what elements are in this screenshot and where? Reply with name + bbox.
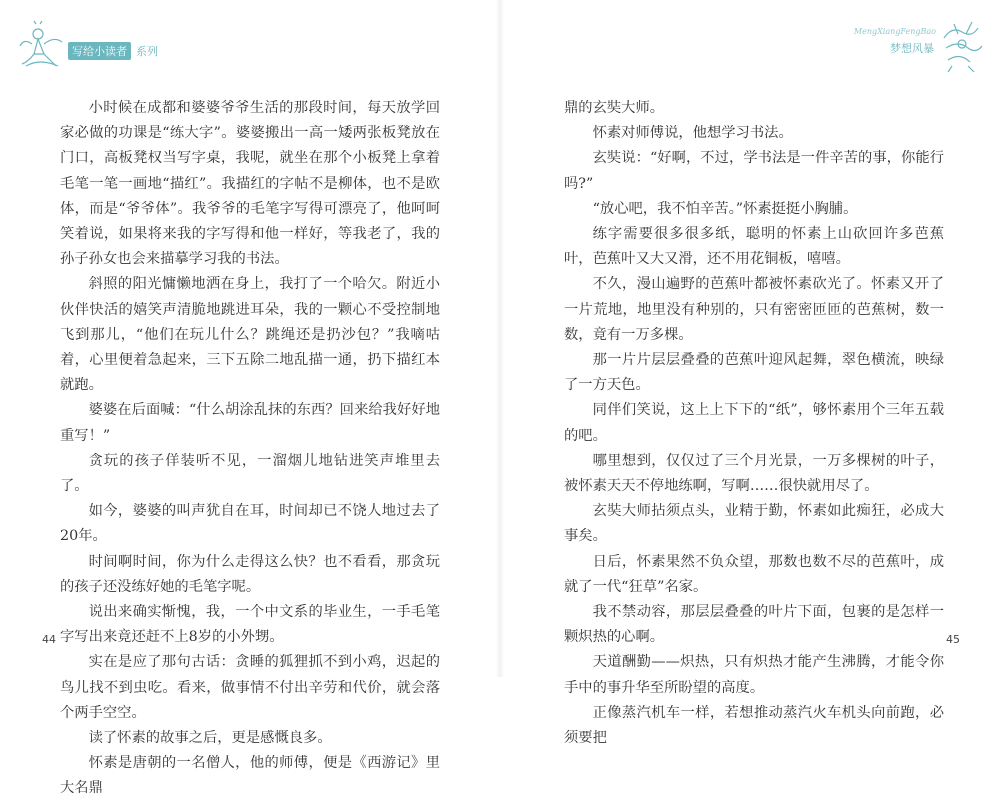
series-suffix: 系列 <box>136 45 158 58</box>
book-title-header <box>834 18 984 74</box>
paragraph: 怀素是唐朝的一名僧人，他的师傅，便是《西游记》里大名鼎 <box>60 755 440 797</box>
page-number-left: 44 <box>42 633 56 646</box>
series-label: 写给小读者 <box>68 42 131 60</box>
book-title-pinyin: MengXiangFengBao <box>853 27 936 36</box>
series-header <box>18 20 158 70</box>
paragraph: 婆婆在后面喊：“什么胡涂乱抹的东西？回来给我好好地重写！” <box>60 402 440 444</box>
dragon-ornament-icon <box>938 18 984 74</box>
paragraph: “放心吧，我不怕辛苦。”怀素挺挺小胸脯。 <box>592 200 858 217</box>
paragraph: 天道酬勤——炽热，只有炽热才能产生沸腾，才能令你手中的事升华至所盼望的高度。 <box>564 654 944 696</box>
paragraph: 那一片片层层叠叠的芭蕉叶迎风起舞，翠色横流，映绿了一方天色。 <box>564 352 944 394</box>
paragraph: 练字需要很多很多纸，聪明的怀素上山砍回许多芭蕉叶，芭蕉叶又大又滑，还不用花铜板，嘻嘻。 <box>564 226 944 268</box>
paragraph: 说出来确实惭愧，我，一个中文系的毕业生，一手毛笔字写出来竟还赶不上8岁的小外甥。 <box>60 604 440 646</box>
paragraph: 哪里想到，仅仅过了三个月光景，一万多棵树的叶子，被怀素天天不停地练啊，写啊……很快就用尽了。 <box>564 452 944 495</box>
paragraph: 我不禁动容，那层层叠叠的叶片下面，包裹的是怎样一颗炽热的心啊。 <box>564 604 944 646</box>
page-number-right: 45 <box>946 633 960 646</box>
paragraph: 贪玩的孩子佯装听不见，一溜烟儿地钻进笑声堆里去了。 <box>60 452 440 495</box>
paragraph: 怀素对师傅说，他想学习书法。 <box>592 125 793 142</box>
paragraph: 时间啊时间，你为什么走得这么快？也不看看，那贪玩的孩子还没练好她的毛笔字呢。 <box>60 553 440 595</box>
paragraph: 正像蒸汽机车一样，若想推动蒸汽火车机头向前跑，必须要把 <box>564 704 944 747</box>
paragraph: 斜照的阳光慵懒地洒在身上，我打了一个哈欠。附近小伙伴快活的嬉笑声清脆地跳进耳朵，我的一颗心不受控制地飞到那儿，“他们在玩儿什么？跳绳还是扔沙包？”我嘀咕着，心里便着急起来，三下五除二地乱描一通，扔下描红本就跑。 <box>60 276 440 394</box>
right-body-text <box>564 96 944 751</box>
fairy-ornament-icon <box>18 20 66 70</box>
paragraph: 日后，怀素果然不负众望，那数也数不尽的芭蕉叶，成就了一代“狂草”名家。 <box>564 553 944 595</box>
paragraph: 不久，漫山遍野的芭蕉叶都被怀素砍光了。怀素又开了一片荒地，地里没有种别的，只有密密匝匝的芭蕉树，数一数，竟有一万多棵。 <box>564 276 944 343</box>
paragraph: 实在是应了那句古话：贪睡的狐狸抓不到小鸡，迟起的鸟儿找不到虫吃。看来，做事情不付出辛劳和代价，就会落个两手空空。 <box>60 654 440 721</box>
paragraph: 玄奘大师拈须点头，业精于勤，怀素如此痴狂，必成大事矣。 <box>564 503 944 545</box>
paragraph: 读了怀素的故事之后，更是感慨良多。 <box>88 730 332 747</box>
left-body-text <box>60 96 440 802</box>
book-title: 梦想风暴 <box>890 42 934 55</box>
paragraph: 小时候在成都和婆婆爷爷生活的那段时间，每天放学回家必做的功课是“练大字”。婆婆搬出一高一矮两张板凳放在门口，高板凳权当写字桌，我呢，就坐在那个小板凳上拿着毛笔一笔一画地“描红”。我描红的字帖不是柳体，也不是欧体，而是“爷爷体”。我爷爷的毛笔字写得可漂亮了，他呵呵笑着说，如果将来我的字写得和他一样好，等我老了，我的孙子孙女也会来描摹学习我的书法。 <box>60 100 440 268</box>
paragraph: 如今，婆婆的叫声犹自在耳，时间却已不饶人地过去了20年。 <box>60 503 440 545</box>
paragraph: 玄奘说：“好啊，不过，学书法是一件辛苦的事，你能行吗?” <box>564 150 944 192</box>
continuation-line: 鼎的玄奘大师。 <box>564 100 665 116</box>
paragraph: 同伴们笑说，这上上下下的“纸”，够怀素用个三年五载的吧。 <box>564 402 944 444</box>
left-page <box>0 0 500 797</box>
right-page <box>500 0 1000 747</box>
